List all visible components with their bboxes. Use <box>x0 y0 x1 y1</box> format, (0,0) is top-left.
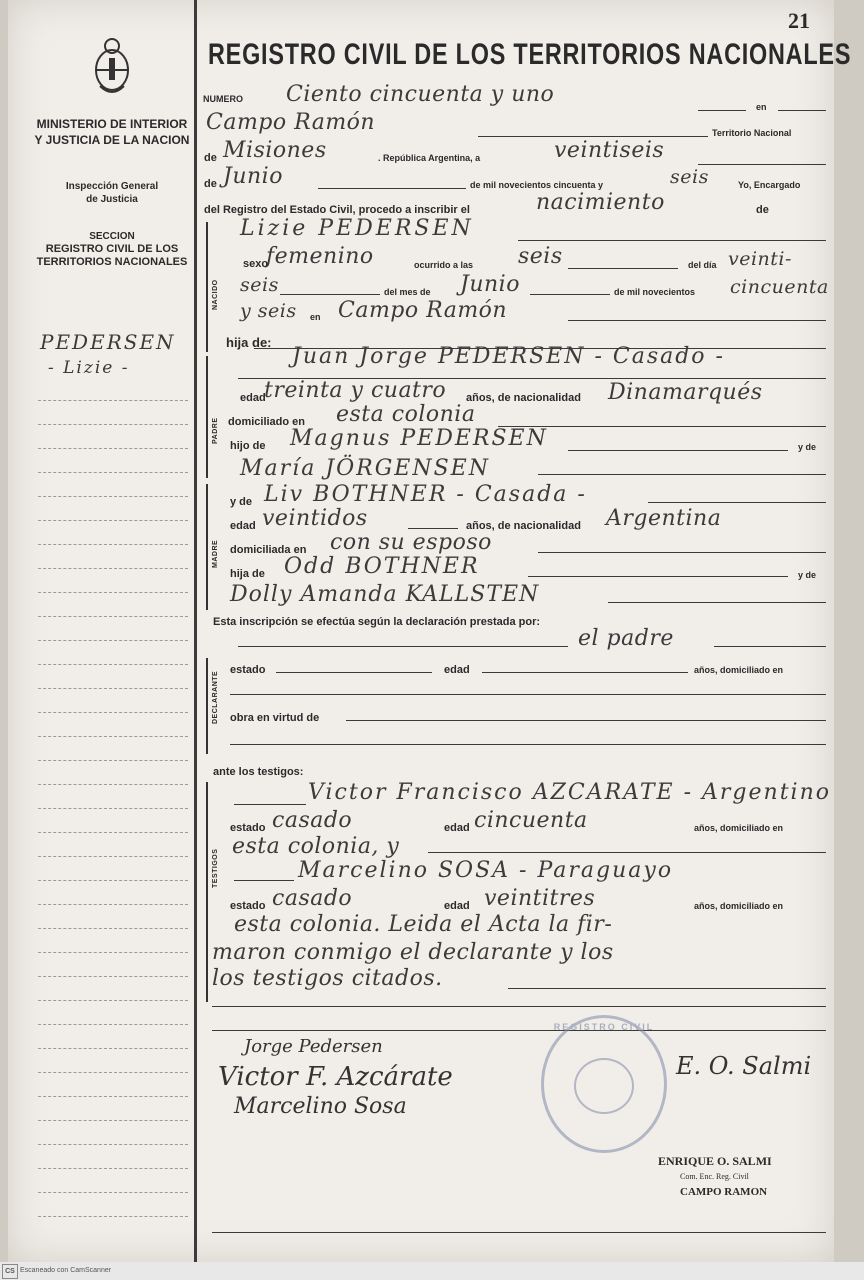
signature-3: Marcelino Sosa <box>234 1094 407 1119</box>
label-edad3: edad <box>444 664 470 676</box>
rule <box>538 552 826 553</box>
hw-testigo1: Victor Francisco AZCARATE - Argentino <box>308 780 831 805</box>
hw-t1-edad: cincuenta <box>474 808 588 833</box>
side-label-testigos: TESTIGOS <box>212 848 219 888</box>
label-de: de <box>204 152 217 164</box>
label-y-de2: y de <box>230 496 253 508</box>
hw-abuelo-p: Magnus PEDERSEN <box>290 426 548 451</box>
margin-note-surname: PEDERSEN <box>40 330 176 354</box>
rule <box>280 294 380 295</box>
hw-ano: seis <box>670 166 709 188</box>
margin-note-name: - Lizie - <box>48 358 130 378</box>
hw-lugar-nac: Campo Ramón <box>338 298 508 323</box>
rule <box>212 1030 826 1031</box>
rule <box>230 694 826 695</box>
hw-ano-nac-1: cincuenta <box>730 276 829 298</box>
label-ocurrido: ocurrido a las <box>414 260 474 270</box>
hw-ano-nac-2: y seis <box>240 300 297 322</box>
margin-rule <box>38 1096 188 1097</box>
label-sexo: sexo <box>243 258 269 270</box>
margin-rule <box>38 1048 188 1049</box>
side-label-madre: MADRE <box>212 539 219 568</box>
rule <box>698 110 746 111</box>
hw-padre-nac: Dinamarqués <box>608 380 763 405</box>
label-anos-nac2: años, de nacionalidad <box>466 520 581 532</box>
margin-rule <box>38 976 188 977</box>
official-stamp-icon: REGISTRO CIVIL <box>541 1015 667 1153</box>
hw-declarante: el padre <box>578 626 674 651</box>
register-page <box>8 0 852 1262</box>
hw-sexo: femenino <box>266 244 374 269</box>
hw-t1-estado: casado <box>272 808 353 833</box>
label-hija-de2: hija de <box>230 568 265 580</box>
margin-rule <box>38 664 188 665</box>
rule <box>428 852 826 853</box>
margin-rule <box>38 832 188 833</box>
label-estado: estado <box>230 664 266 676</box>
label-estado2: estado <box>230 822 266 834</box>
footer-text: Escaneado con CamScanner <box>20 1267 112 1274</box>
margin-rule <box>38 1168 188 1169</box>
camscanner-icon: CS <box>2 1264 18 1279</box>
signer-name: ENRIQUE O. SALMI <box>658 1154 772 1168</box>
margin-rule <box>38 928 188 929</box>
hw-t2-edad: veintitres <box>484 886 596 911</box>
hw-testigo2: Marcelino SOSA - Paraguayo <box>298 858 674 883</box>
label-hija-de: hija de: <box>226 335 272 350</box>
margin-rule <box>38 592 188 593</box>
hw-cierre3: los testigos citados. <box>212 966 443 991</box>
margin-rule <box>38 472 188 473</box>
coat-of-arms-icon <box>90 36 134 98</box>
margin-rule <box>38 640 188 641</box>
margin-rule <box>38 688 188 689</box>
label-del-mes: del mes de <box>384 287 431 297</box>
label-obra: obra en virtud de <box>230 712 320 724</box>
rule <box>234 804 306 805</box>
rule <box>568 320 826 321</box>
hw-t2-estado: casado <box>272 886 353 911</box>
hw-abuelo-m: Odd BOTHNER <box>284 554 480 579</box>
hw-dia-nac-2: seis <box>240 274 279 296</box>
label-territorio: Territorio Nacional <box>712 128 792 138</box>
label-anos-dom2: años, domiciliado en <box>694 823 784 833</box>
margin-rule <box>38 880 188 881</box>
hw-acto: nacimiento <box>536 190 665 215</box>
label-estado3: estado <box>230 900 266 912</box>
margin-rule <box>38 760 188 761</box>
margin-rule <box>38 1216 188 1217</box>
label-en: en <box>756 102 767 112</box>
rule <box>528 576 788 577</box>
rule <box>212 1006 826 1007</box>
label-mil: de mil novecientos cincuenta y <box>470 180 604 190</box>
hw-padre: Juan Jorge PEDERSEN - Casado - <box>292 344 725 369</box>
label-anos-dom: años, domiciliado en <box>694 665 784 675</box>
hw-cierre1: esta colonia. Leida el Acta la fir- <box>234 912 613 937</box>
hw-t1-dom: esta colonia, y <box>232 834 400 859</box>
rule <box>478 136 708 137</box>
hw-abuela-m: Dolly Amanda KALLSTEN <box>230 582 540 607</box>
label-inscripcion: Esta inscripción se efectúa según la declaración prestada por: <box>213 616 541 628</box>
label-edad2: edad <box>230 520 256 532</box>
hw-hora: seis <box>518 244 563 269</box>
margin-rule <box>38 520 188 521</box>
rule <box>482 672 688 673</box>
page-title: REGISTRO CIVIL DE LOS TERRITORIOS NACIONALES <box>208 38 852 71</box>
label-y-de3: y de <box>798 570 817 580</box>
side-label-declarante: DECLARANTE <box>212 670 219 724</box>
section-name: SECCION REGISTRO CIVIL DE LOS TERRITORIOS NACIONALES <box>36 231 188 268</box>
rule <box>238 646 568 647</box>
hw-madre-dom: con su esposo <box>330 530 492 555</box>
label-domiciliada: domiciliada en <box>230 544 307 556</box>
margin-rule <box>38 1120 188 1121</box>
ministry-name: MINISTERIO DE INTERIOR Y JUSTICIA DE LA NACION <box>34 117 190 147</box>
margin-rule <box>38 1144 188 1145</box>
rule <box>508 988 826 989</box>
label-en2: en <box>310 312 321 322</box>
margin-rule <box>38 544 188 545</box>
margin-rule <box>38 568 188 569</box>
margin-rule <box>38 736 188 737</box>
margin-rule <box>38 784 188 785</box>
rule <box>538 474 826 475</box>
page-number: 21 <box>788 8 810 33</box>
label-yo: Yo, Encargado <box>738 180 801 190</box>
label-registro: del Registro del Estado Civil, procedo a inscribir el <box>204 204 470 216</box>
margin-rule <box>38 1072 188 1073</box>
hw-dia: veintiseis <box>554 138 665 163</box>
hw-cierre2: maron conmigo el declarante y los <box>212 940 614 965</box>
margin-rule <box>38 904 188 905</box>
signature-1: Jorge Pedersen <box>244 1036 383 1057</box>
rule <box>714 646 826 647</box>
rule <box>230 744 826 745</box>
label-anos-nac: años, de nacionalidad <box>466 392 581 404</box>
rule <box>698 164 826 165</box>
signer-role: Com. Enc. Reg. Civil <box>680 1172 749 1181</box>
hw-padre-edad: treinta y cuatro <box>264 378 447 403</box>
label-republica: . República Argentina, a <box>378 153 481 163</box>
hw-numero: Ciento cincuenta y uno <box>286 82 555 107</box>
label-y-de: y de <box>798 442 817 452</box>
margin-rule <box>38 712 188 713</box>
side-label-nacido: NACIDO <box>212 279 219 310</box>
rule <box>530 294 610 295</box>
margin-rule <box>38 856 188 857</box>
label-edad5: edad <box>444 900 470 912</box>
rule <box>346 720 826 721</box>
scanner-footer <box>0 1262 864 1280</box>
inspection-name: Inspección General de Justicia <box>65 181 159 205</box>
label-hijo-de: hijo de <box>230 440 266 452</box>
margin-rule <box>38 616 188 617</box>
rule <box>568 268 678 269</box>
hw-territorio: Misiones <box>223 138 327 163</box>
rule <box>778 110 826 111</box>
signature-4: E. O. Salmi <box>676 1052 812 1080</box>
rule <box>318 188 466 189</box>
rule <box>234 880 294 881</box>
margin-rule <box>38 1024 188 1025</box>
hw-padre-dom: esta colonia <box>336 402 476 427</box>
label-domiciliado: domiciliado en <box>228 416 306 428</box>
rule <box>608 602 826 603</box>
label-de3: de <box>756 204 769 216</box>
margin-rule <box>38 400 188 401</box>
label-testigos: ante los testigos: <box>213 766 304 778</box>
rule <box>648 502 826 503</box>
margin-rule <box>38 1192 188 1193</box>
label-numero: NUMERO <box>203 94 243 104</box>
rule <box>212 1232 826 1233</box>
hw-abuela-p: María JÖRGENSEN <box>240 456 490 481</box>
margin-rule <box>38 952 188 953</box>
margin-rule <box>38 1000 188 1001</box>
rule <box>568 450 788 451</box>
rule <box>408 528 458 529</box>
label-edad: edad <box>240 392 266 404</box>
hw-madre: Liv BOTHNER - Casada - <box>264 482 587 507</box>
margin-rule <box>38 424 188 425</box>
rule <box>518 240 826 241</box>
hw-madre-edad: veintidos <box>262 506 368 531</box>
margin-rule <box>38 448 188 449</box>
label-del-dia: del día <box>688 260 717 270</box>
hw-mes: Junio <box>223 164 283 189</box>
label-anos-dom3: años, domiciliado en <box>694 901 784 911</box>
signer-place: CAMPO RAMON <box>680 1186 768 1198</box>
signature-2: Victor F. Azcárate <box>218 1062 453 1092</box>
margin-rule <box>38 808 188 809</box>
label-de2: de <box>204 178 217 190</box>
side-label-padre: PADRE <box>212 417 219 444</box>
label-mil-nov: de mil novecientos <box>614 287 696 297</box>
label-edad4: edad <box>444 822 470 834</box>
hw-lugar: Campo Ramón <box>206 110 376 135</box>
hw-nombre: Lizie PEDERSEN <box>240 216 474 241</box>
margin-rule <box>38 496 188 497</box>
hw-madre-nac: Argentina <box>606 506 722 531</box>
rule <box>276 672 432 673</box>
hw-dia-nac-1: veinti- <box>728 248 792 270</box>
hw-mes-nac: Junio <box>460 272 520 297</box>
